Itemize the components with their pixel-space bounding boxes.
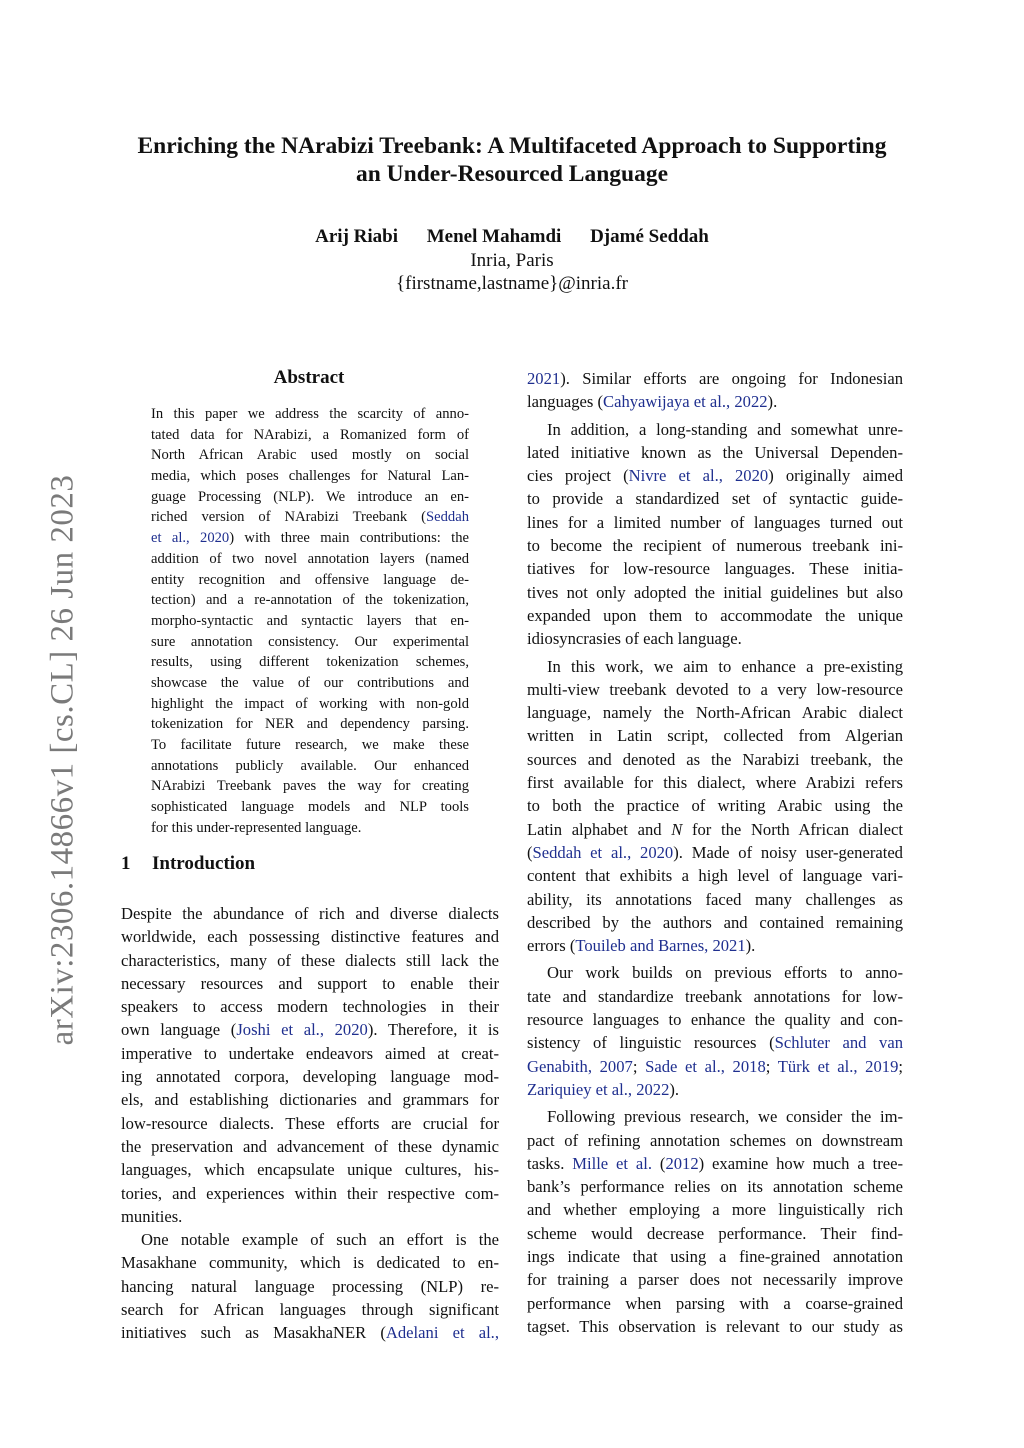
text-line: performance when parsing with a coarse-grained bbox=[527, 1293, 903, 1313]
text-line: munities. bbox=[121, 1206, 183, 1226]
text-line bbox=[121, 1321, 499, 1344]
text-run: ; bbox=[898, 1056, 903, 1076]
text-line: to both the practice of writing Arabic using the bbox=[527, 796, 903, 816]
text-run: errors ( bbox=[527, 936, 576, 956]
text-line: characteristics, many of these dialects still lack the bbox=[121, 950, 499, 970]
text-line bbox=[151, 528, 469, 549]
text-line: morpho-syntactic and syntactic layers that en- bbox=[151, 612, 469, 629]
text-line: idiosyncrasies of each language. bbox=[527, 629, 742, 649]
text-run: own language ( bbox=[121, 1020, 237, 1040]
text-line bbox=[527, 818, 903, 841]
citation-link[interactable]: et al., 2020 bbox=[151, 530, 230, 547]
text-line: North African Arabic used mostly on social bbox=[151, 447, 469, 464]
text-run: ). bbox=[767, 392, 778, 412]
text-line: tives not only adopted the initial guidelines but also bbox=[527, 582, 903, 602]
paper-title bbox=[100, 132, 924, 188]
text-line: NArabizi Treebank paves the way for creating bbox=[151, 778, 469, 795]
arxiv-identifier: arXiv:2306.14866v1 [cs.CL] 26 Jun 2023 bbox=[44, 474, 81, 1046]
citation-link[interactable]: Seddah et al., 2020 bbox=[532, 842, 674, 862]
text-line: resource languages to enhance the quality and con- bbox=[527, 1010, 903, 1030]
text-run: ( bbox=[527, 842, 533, 862]
text-run: ( bbox=[652, 1153, 666, 1173]
text-line: In this work, we aim to enhance a pre-existing bbox=[547, 656, 903, 676]
citation-link[interactable]: Schluter and van bbox=[774, 1033, 903, 1053]
text-line: for this under-represented language. bbox=[151, 819, 362, 836]
text-line: tiatives for low-resource languages. These initia- bbox=[527, 559, 903, 579]
text-line: lines for a limited number of languages turned out bbox=[527, 512, 903, 532]
text-line: Despite the abundance of rich and diverse dialects bbox=[121, 904, 499, 923]
citation-link[interactable]: 2021 bbox=[527, 369, 561, 388]
text-run: ). Therefore, it is bbox=[367, 1020, 499, 1040]
affiliation: Inria, Paris bbox=[470, 250, 554, 271]
text-line bbox=[527, 1031, 903, 1054]
left-column bbox=[121, 902, 499, 1345]
text-line: results, using different tokenization schemes, bbox=[151, 654, 469, 671]
text-line bbox=[121, 1018, 499, 1041]
text-line: sources and denoted as the Narabizi treebank, the bbox=[527, 749, 903, 769]
text-line: content that exhibits a high level of language vari- bbox=[527, 866, 903, 886]
text-line: media, which poses challenges for Natural Lan- bbox=[151, 468, 469, 485]
text-line: necessary resources and support to enable their bbox=[121, 973, 499, 993]
author-email: {firstname,lastname}@inria.fr bbox=[396, 273, 628, 294]
text-line: In this paper we address the scarcity of anno- bbox=[151, 406, 469, 422]
text-line: tate and standardize treebank annotations for low- bbox=[527, 986, 903, 1006]
text-line: for training a parser does not necessarily improve bbox=[527, 1270, 903, 1290]
text-run: ) with three main contributions: the bbox=[229, 530, 469, 547]
text-line: speakers to access modern technologies in their bbox=[121, 997, 499, 1017]
text-line: addition of two novel annotation layers (named bbox=[151, 550, 469, 567]
author-name: Djamé Seddah bbox=[590, 226, 709, 247]
text-line: tokenization for NER and dependency parsing. bbox=[151, 716, 469, 733]
text-run: ). bbox=[669, 1079, 680, 1099]
right-column bbox=[527, 367, 903, 1338]
text-line bbox=[527, 367, 903, 390]
citation-link[interactable]: Mille et al. bbox=[572, 1153, 653, 1173]
text-run: ; bbox=[765, 1056, 778, 1076]
text-run: ) examine how much a tree- bbox=[698, 1153, 903, 1173]
text-line: annotations publicly available. Our enhanced bbox=[151, 757, 469, 774]
text-line: Following previous research, we consider the im- bbox=[547, 1107, 903, 1127]
text-line: tated data for NArabizi, a Romanized form of bbox=[151, 426, 469, 443]
abstract-heading: Abstract bbox=[273, 367, 345, 388]
citation-link[interactable]: 2012 bbox=[665, 1153, 699, 1173]
author-name: Arij Riabi bbox=[315, 226, 398, 247]
text-line bbox=[527, 1152, 903, 1175]
text-line bbox=[527, 390, 903, 413]
text-run: ). Made of noisy user-generated bbox=[673, 842, 903, 862]
citation-link[interactable]: Nivre et al., 2020 bbox=[628, 466, 769, 486]
text-line: expanded upon them to accommodate the unique bbox=[527, 605, 903, 625]
italic-n: N bbox=[671, 819, 683, 839]
text-run: riched version of NArabizi Treebank ( bbox=[151, 509, 427, 526]
text-line: multi-view treebank devoted to a very low-resource bbox=[527, 679, 903, 699]
text-line bbox=[527, 934, 903, 957]
text-line: Masakhane community, which is dedicated to en- bbox=[121, 1253, 499, 1273]
text-line: pact of refining annotation schemes on downstream bbox=[527, 1130, 903, 1150]
text-line: lated initiative known as the Universal Dependen- bbox=[527, 442, 903, 462]
text-line: search for African languages through significant bbox=[121, 1300, 499, 1320]
text-line bbox=[527, 464, 903, 487]
author-list bbox=[0, 226, 1024, 248]
text-line: sure annotation consistency. Our experimental bbox=[151, 633, 469, 650]
text-line: the preservation and advancement of these dynamic bbox=[121, 1136, 499, 1156]
text-line bbox=[527, 841, 903, 864]
text-line: low-resource dialects. These efforts are crucial for bbox=[121, 1113, 499, 1133]
text-line bbox=[527, 1078, 903, 1101]
section-heading-introduction bbox=[121, 853, 255, 875]
text-line: guage Processing (NLP). We introduce an en- bbox=[151, 488, 469, 505]
text-line bbox=[527, 1055, 903, 1078]
text-run: cies project ( bbox=[527, 466, 629, 486]
text-run: initiatives such as MasakhaNER ( bbox=[121, 1323, 386, 1343]
text-line: highlight the impact of working with non-gold bbox=[151, 695, 469, 712]
title-line: Enriching the NArabizi Treebank: A Multifaceted Approach to Supporting bbox=[137, 133, 887, 159]
text-line: sophisticated language models and NLP tools bbox=[151, 799, 469, 816]
abstract-body bbox=[151, 404, 469, 838]
text-line: ability, its annotations faced many challenges as bbox=[527, 889, 903, 909]
citation-link[interactable]: Joshi et al., 2020 bbox=[236, 1020, 368, 1040]
citation-link[interactable]: Zariquiey et al., 2022 bbox=[527, 1079, 670, 1099]
citation-link[interactable]: Türk et al., 2019 bbox=[777, 1056, 899, 1076]
text-line: scheme would decrease performance. Their find- bbox=[527, 1223, 903, 1243]
text-line: language, namely the North-African Arabic dialect bbox=[527, 703, 903, 723]
text-line: One notable example of such an effort is the bbox=[141, 1230, 499, 1250]
text-run: ). bbox=[745, 936, 756, 956]
text-run: tasks. bbox=[527, 1153, 573, 1173]
section-number: 1 bbox=[121, 853, 131, 874]
text-line: to provide a standardized set of syntactic guide- bbox=[527, 489, 903, 509]
citation-link[interactable]: Cahyawijaya et al., 2022 bbox=[603, 392, 768, 412]
text-line: els, and establishing dictionaries and grammars for bbox=[121, 1090, 499, 1110]
text-line: ing annotated corpora, developing language mod- bbox=[121, 1067, 499, 1087]
text-line: ings indicate that using a fine-grained annotation bbox=[527, 1246, 903, 1266]
text-run: ). Similar efforts are ongoing for Indonesian bbox=[560, 369, 903, 388]
text-line: bank’s performance relies on its annotation scheme bbox=[527, 1177, 903, 1197]
citation-link[interactable]: Genabith, 2007 bbox=[527, 1056, 633, 1076]
text-line: entity recognition and offensive language de- bbox=[151, 571, 469, 588]
text-run: languages ( bbox=[527, 392, 604, 412]
text-line: In addition, a long-standing and somewhat unre- bbox=[547, 419, 903, 439]
text-run: ; bbox=[632, 1056, 646, 1076]
text-line: tories, and experiences within their respective com- bbox=[121, 1183, 499, 1203]
citation-link[interactable]: Sade et al., 2018 bbox=[645, 1056, 766, 1076]
text-line: showcase the value of our contributions and bbox=[151, 674, 469, 691]
text-line: imperative to undertake endeavors aimed at creat- bbox=[121, 1043, 499, 1063]
author-name: Menel Mahamdi bbox=[426, 226, 562, 247]
text-line: To facilitate future research, we make these bbox=[151, 737, 469, 753]
text-line: tection) and a re-annotation of the tokenization, bbox=[151, 592, 469, 609]
text-line: tagset. This observation is relevant to our study as bbox=[527, 1316, 903, 1336]
section-title: Introduction bbox=[152, 853, 256, 874]
citation-link[interactable]: Touileb and Barnes, 2021 bbox=[575, 936, 746, 956]
title-line: an Under-Resourced Language bbox=[355, 161, 669, 187]
text-line: first available for this dialect, where Arabizi refers bbox=[527, 773, 903, 793]
text-line: worldwide, each possessing distinctive features and bbox=[121, 927, 499, 947]
text-line: hancing natural language processing (NLP) re- bbox=[121, 1276, 499, 1296]
text-line: Our work builds on previous efforts to anno- bbox=[547, 963, 903, 983]
text-line bbox=[151, 507, 469, 528]
citation-link[interactable]: Adelani et al., bbox=[385, 1323, 499, 1343]
text-run: sistency of linguistic resources ( bbox=[527, 1033, 775, 1053]
text-line: and whether employing a more linguistically rich bbox=[527, 1200, 903, 1220]
text-line: written in Latin script, collected from Algerian bbox=[527, 726, 903, 746]
text-run: ) originally aimed bbox=[768, 466, 903, 486]
text-line: to become the recipient of numerous treebank ini- bbox=[527, 536, 903, 556]
text-line: languages, which encapsulate unique cultures, his- bbox=[121, 1160, 499, 1180]
citation-link[interactable]: Seddah bbox=[426, 509, 469, 526]
text-line: described by the authors and contained remaining bbox=[527, 912, 903, 932]
text-run: for the North African dialect bbox=[682, 819, 903, 839]
text-run: Latin alphabet and bbox=[527, 819, 672, 839]
